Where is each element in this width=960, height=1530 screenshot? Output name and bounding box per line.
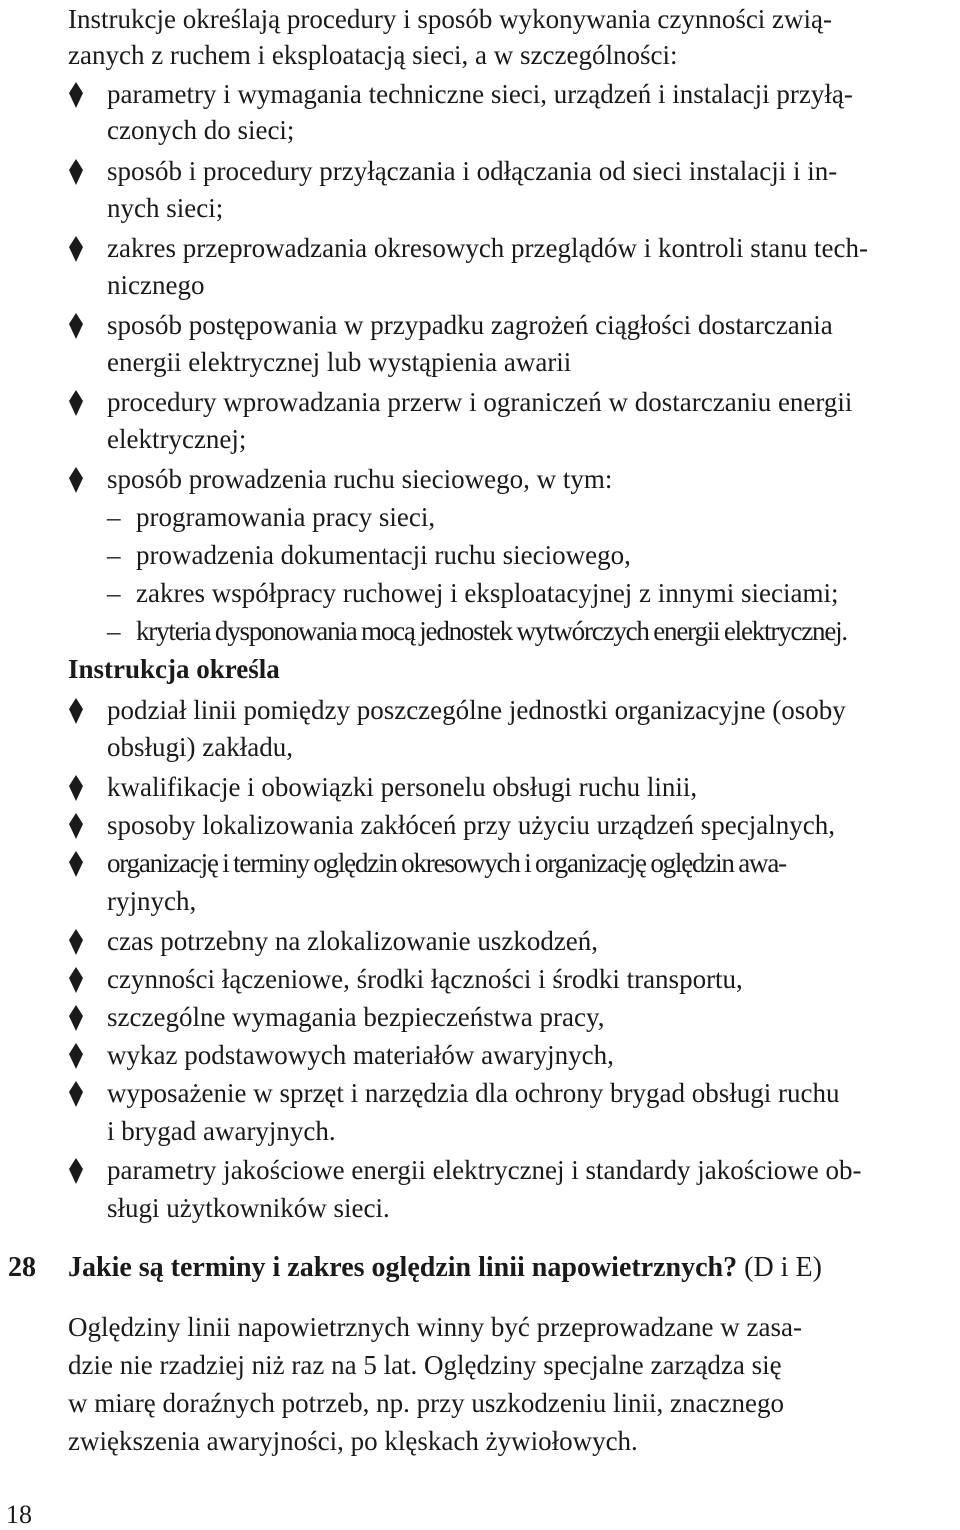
list2-item-1-line-1: podział linii pomiędzy poszczególne jednostki organizacyjne (osoby — [107, 695, 846, 725]
dash-item-1: programowania pracy sieci, — [136, 502, 436, 532]
list2-item-8: wykaz podstawowych materiałów awaryjnych, — [107, 1040, 614, 1070]
question-text: Jakie są terminy i zakres oględzin linii napowietrznych? — [68, 1252, 738, 1283]
diamond-bullet-icon — [67, 81, 85, 109]
list2-item-10-line-2: sługi użytkowników sieci. — [107, 1193, 390, 1223]
diamond-bullet-icon — [67, 1042, 85, 1070]
list2-item-9-line-1: wyposażenie w sprzęt i narzędzia dla ochrony brygad obsługi ruchu — [107, 1078, 840, 1108]
diamond-bullet-icon — [67, 158, 85, 186]
list2-item-4-line-1: organizację i terminy oględzin okresowych i organizację oględzin awa- — [107, 848, 786, 878]
list1-item-3-line-1: zakres przeprowadzania okresowych przeglądów i kontroli stanu tech- — [107, 233, 868, 263]
dash-marker: – — [107, 616, 121, 646]
list1-item-4-line-1: sposób postępowania w przypadku zagrożeń ciągłości dostarczania — [107, 310, 833, 340]
list2-item-7: szczególne wymagania bezpieczeństwa pracy, — [107, 1002, 605, 1032]
list2-item-10-line-1: parametry jakościowe energii elektrycznej i standardy jakościowe ob- — [107, 1155, 862, 1185]
list1-item-1-line-1: parametry i wymagania techniczne sieci, urządzeń i instalacji przyłą- — [107, 79, 853, 109]
diamond-bullet-icon — [67, 235, 85, 263]
answer-line-3: w miarę doraźnych potrzeb, np. przy uszkodzeniu linii, znacznego — [68, 1388, 784, 1418]
question-number: 28 — [8, 1252, 36, 1283]
question-heading — [68, 1250, 822, 1286]
section-heading: Instrukcja określa — [68, 654, 280, 684]
diamond-bullet-icon — [67, 312, 85, 340]
list1-item-5-line-2: elektrycznej; — [107, 424, 247, 454]
page-number: 18 — [6, 1500, 32, 1529]
diamond-bullet-icon — [67, 966, 85, 994]
dash-item-3: zakres współpracy ruchowej i eksploatacyjnej z innymi sieciami; — [136, 578, 839, 608]
diamond-bullet-icon — [67, 1004, 85, 1032]
diamond-bullet-icon — [67, 928, 85, 956]
list2-item-1-line-2: obsługi) zakładu, — [107, 732, 293, 762]
list2-item-9-line-2: i brygad awaryjnych. — [107, 1116, 336, 1146]
question-tag: (D i E) — [744, 1252, 822, 1283]
intro-line-1: Instrukcje określają procedury i sposób wykonywania czynności zwią- — [68, 4, 833, 34]
list1-item-3-line-2: nicznego — [107, 270, 205, 300]
list1-item-4-line-2: energii elektrycznej lub wystąpienia awarii — [107, 347, 572, 377]
list1-item-6-line-1: sposób prowadzenia ruchu sieciowego, w tym: — [107, 464, 613, 494]
diamond-bullet-icon — [67, 812, 85, 840]
dash-marker: – — [107, 502, 121, 532]
list1-item-5-line-1: procedury wprowadzania przerw i ograniczeń w dostarczaniu energii — [107, 387, 853, 417]
list2-item-4-line-2: ryjnych, — [107, 886, 197, 916]
diamond-bullet-icon — [67, 850, 85, 878]
list2-item-3: sposoby lokalizowania zakłóceń przy użyciu urządzeń specjalnych, — [107, 810, 835, 840]
answer-line-4: zwiększenia awaryjności, po klęskach żywiołowych. — [68, 1426, 638, 1456]
dash-marker: – — [107, 540, 121, 570]
diamond-bullet-icon — [67, 1080, 85, 1108]
dash-marker: – — [107, 578, 121, 608]
diamond-bullet-icon — [67, 389, 85, 417]
diamond-bullet-icon — [67, 697, 85, 725]
list1-item-2-line-1: sposób i procedury przyłączania i odłączania od sieci instalacji i in- — [107, 156, 838, 186]
list2-item-5: czas potrzebny na zlokalizowanie uszkodzeń, — [107, 926, 599, 956]
diamond-bullet-icon — [67, 466, 85, 494]
list1-item-1-line-2: czonych do sieci; — [107, 115, 295, 145]
dash-item-2: prowadzenia dokumentacji ruchu sieciowego, — [136, 540, 631, 570]
list1-item-2-line-2: nych sieci; — [107, 193, 224, 223]
diamond-bullet-icon — [67, 774, 85, 802]
dash-item-4: kryteria dysponowania mocą jednostek wytwórczych energii elektrycznej. — [136, 616, 847, 646]
answer-line-1: Oględziny linii napowietrznych winny być przeprowadzane w zasa- — [68, 1312, 802, 1342]
diamond-bullet-icon — [67, 1157, 85, 1185]
list2-item-6: czynności łączeniowe, środki łączności i środki transportu, — [107, 964, 743, 994]
intro-line-2: zanych z ruchem i eksploatacją sieci, a w szczególności: — [68, 40, 678, 70]
answer-line-2: dzie nie rzadziej niż raz na 5 lat. Oględziny specjalne zarządza się — [68, 1350, 782, 1380]
list2-item-2: kwalifikacje i obowiązki personelu obsługi ruchu linii, — [107, 772, 698, 802]
